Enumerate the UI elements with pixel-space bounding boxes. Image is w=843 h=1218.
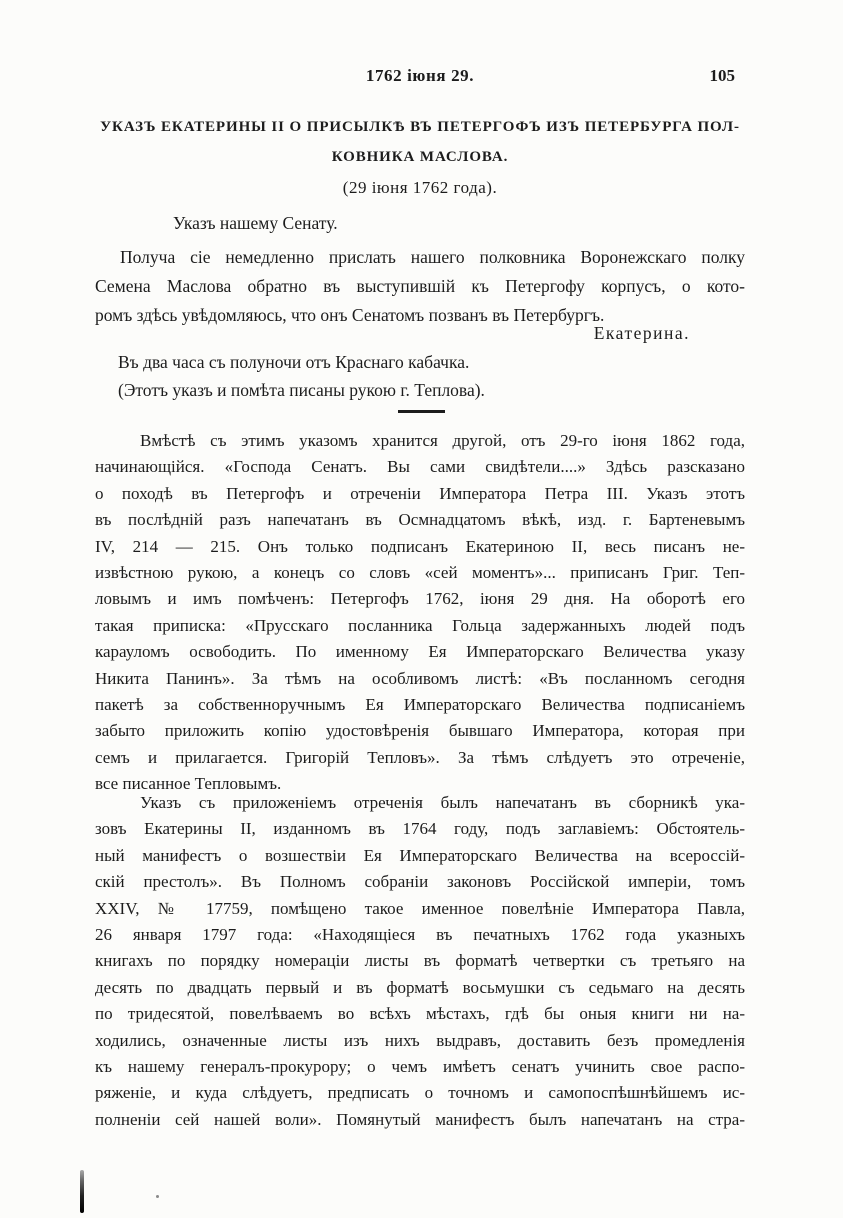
ink-dot xyxy=(156,1195,159,1198)
decree-note-time: Въ два часа съ полуночи отъ Краснаго кабачка. xyxy=(118,352,470,372)
text-line: XXIV, № 17759, помѣщено такое именное повелѣніе Императора Павла, xyxy=(95,898,745,918)
decree-note-attribution: (Этотъ указъ и помѣта писаны рукою г. Теплова). xyxy=(118,380,485,400)
decree-signature: Екатерина. xyxy=(593,323,690,343)
section-divider xyxy=(398,410,445,413)
text-line: карауломъ освободить. По именному Ея Императорскаго Величества указу xyxy=(95,642,745,662)
text-line: извѣстною рукою, а конецъ со словъ «сей моментъ»... приписанъ Григ. Теп- xyxy=(95,563,745,583)
text-line: книгахъ по порядку номераціи листы въ форматѣ четвертки съ третьяго на xyxy=(95,951,745,971)
text-line: Вмѣстѣ съ этимъ указомъ хранится другой, отъ 29-го іюня 1862 года, xyxy=(140,431,745,450)
text-line: въ послѣдній разъ напечатанъ въ Осмнадцатомъ вѣкѣ, изд. г. Бартеневымъ xyxy=(95,510,745,530)
text-line: десять по двадцать первый и въ форматѣ восьмушки съ седьмаго на десять xyxy=(95,977,745,997)
text-line: семъ и прилагается. Григорій Тепловъ». За тѣмъ слѣдуетъ это отреченіе, xyxy=(95,747,745,767)
text-line: Получа сіе немедленно прислать нашего полковника Воронежскаго полку xyxy=(120,247,745,267)
text-line: по тридесятой, повелѣваемъ во всѣхъ мѣстахъ, гдѣ бы оныя книги ни на- xyxy=(95,1004,745,1024)
article-date-subtitle: (29 іюня 1762 года). xyxy=(342,178,498,197)
text-line: ромъ здѣсь увѣдомляюсь, что онъ Сенатомъ позванъ въ Петербургъ. xyxy=(95,305,605,325)
commentary-paragraph-1 xyxy=(95,428,745,798)
text-line: Указъ съ приложеніемъ отреченія былъ напечатанъ въ сборникѣ ука- xyxy=(140,793,745,812)
text-line: полненіи сей нашей воли». Помянутый манифестъ былъ напечатанъ на стра- xyxy=(95,1109,745,1129)
running-header-date: 1762 іюня 29. xyxy=(365,66,475,85)
text-line: къ нашему генералъ-прокурору; о чемъ имѣетъ сенатъ учинить свое распо- xyxy=(95,1057,745,1077)
text-line: Семена Маслова обратно въ выступившій къ Петергофу корпусъ, о кото- xyxy=(95,276,745,296)
text-line: Никита Панинъ». За тѣмъ на особливомъ листѣ: «Въ посланномъ сегодня xyxy=(95,668,745,688)
text-line: такая приписка: «Прусскаго посланника Гольца задержанныхъ людей подъ xyxy=(95,615,745,635)
text-line: пакетѣ за собственноручнымъ Ея Императорскаго Величества подписаніемъ xyxy=(95,695,745,715)
article-title xyxy=(95,112,745,172)
text-line: начинающійся. «Господа Сенатъ. Вы сами свидѣтели....» Здѣсь разсказано xyxy=(95,457,745,477)
decree-paragraph xyxy=(95,243,745,330)
page-number: 105 xyxy=(709,66,735,85)
text-line: скій престолъ». Въ Полномъ собраніи законовъ Россійской имперіи, томъ xyxy=(95,872,745,892)
text-line: ловымъ и имъ помѣченъ: Петергофъ 1762, іюня 29 дня. На оборотѣ его xyxy=(95,589,745,609)
text-line: IV, 214 — 215. Онъ только подписанъ Екатериною II, весь писанъ не- xyxy=(95,536,745,556)
title-line-1: УКАЗЪ ЕКАТЕРИНЫ II О ПРИСЫЛКѢ ВЪ ПЕТЕРГОФЪ ИЗЪ ПЕТЕРБУРГА ПОЛ- xyxy=(100,119,740,135)
text-line: все писанное Тепловымъ. xyxy=(95,774,282,794)
text-line: ходились, означенные листы изъ нихъ выдравъ, доставить безъ промедленія xyxy=(95,1030,745,1050)
text-line: о походѣ въ Петергофъ и отреченіи Императора Петра III. Указъ этотъ xyxy=(95,483,745,503)
text-line: 26 января 1797 года: «Находящіеся въ печатныхъ 1762 года указныхъ xyxy=(95,925,745,945)
commentary-paragraph-2 xyxy=(95,790,745,1133)
text-line: ный манифестъ о возшествіи Ея Императорскаго Величества на всероссій- xyxy=(95,845,745,865)
decree-salutation: Указъ нашему Сенату. xyxy=(173,213,338,233)
text-line: зовъ Екатерины II, изданномъ въ 1764 году, подъ заглавіемъ: Обстоятель- xyxy=(95,819,745,839)
text-line: ряженіе, и куда слѣдуетъ, предписать о точномъ и самопоспѣшнѣйшемъ ис- xyxy=(95,1083,745,1103)
ink-smudge xyxy=(80,1170,84,1213)
text-line: забыто приложить копію удостовѣренія бывшаго Императора, которая при xyxy=(95,721,745,741)
title-line-2: КОВНИКА МАСЛОВА. xyxy=(331,149,509,165)
